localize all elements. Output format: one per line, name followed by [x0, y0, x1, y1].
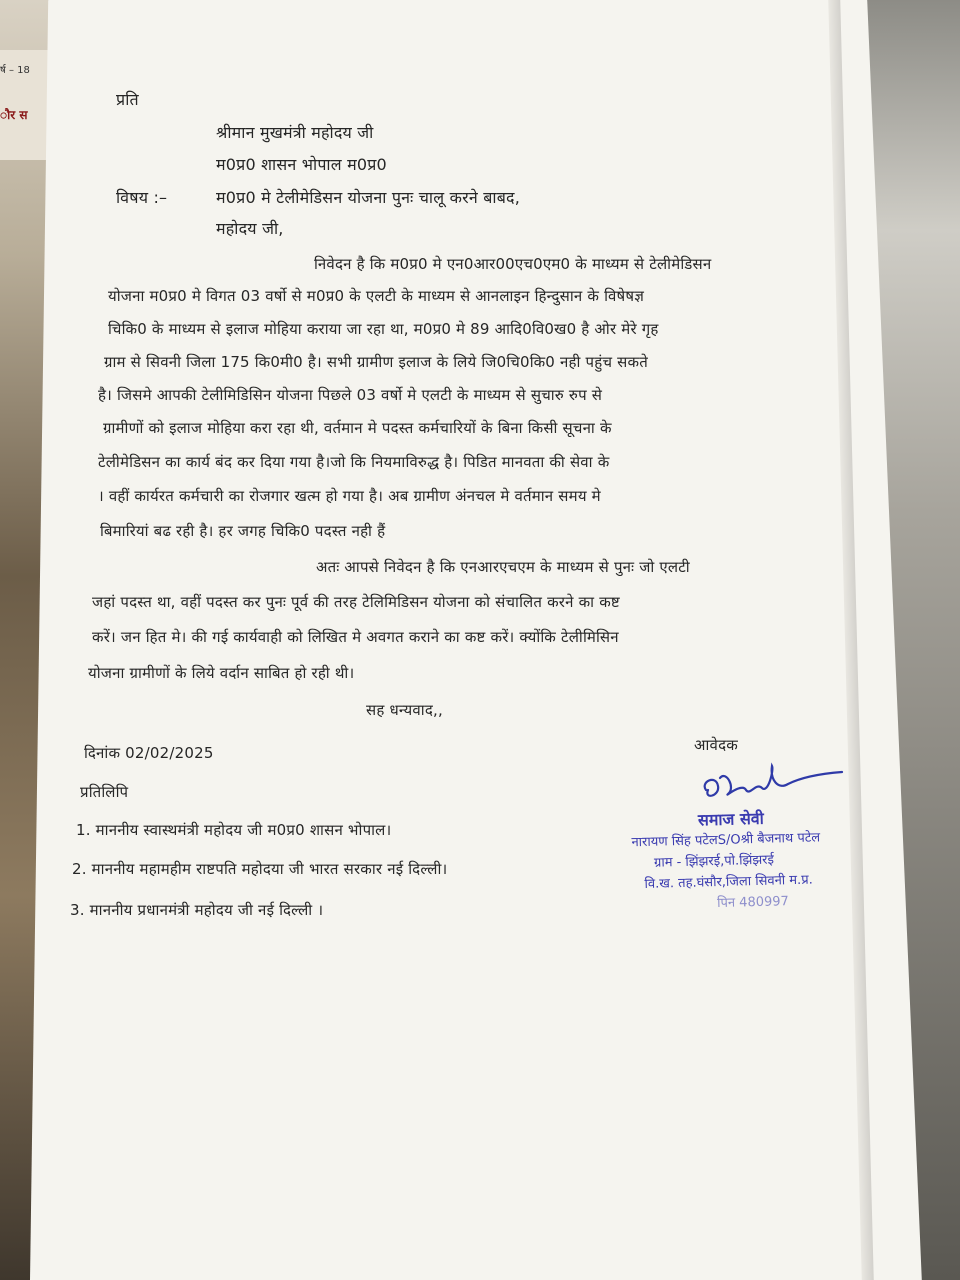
clipping-text-top: र्ष – 18: [0, 65, 30, 76]
copy-item-3: 3. माननीय प्रधानमंत्री महोदय जी नई दिल्ली ।: [70, 901, 324, 919]
body-line-1: निवेदन है कि म0प्र0 मे एन0आर00एच0एम0 के माध्यम से टेलीमेडिसन: [314, 255, 712, 273]
salutation: महोदय जी,: [216, 219, 284, 238]
closing: सह धन्यवाद,,: [366, 701, 443, 719]
to-label: प्रति: [116, 90, 139, 109]
stamp-line-1: नारायण सिंह पटेलS/Oश्री बैजनाथ पटेल: [631, 830, 821, 851]
body-line-4: ग्राम से सिवनी जिला 175 कि0मी0 है। सभी ग्रामीण इलाज के लिये जि0चि0कि0 नही पहुंच सकते: [104, 353, 648, 371]
date: दिनांक 02/02/2025: [84, 744, 214, 762]
subject-label: विषय :–: [116, 188, 168, 207]
stamp-line-4: पिन 480997: [716, 894, 790, 912]
body-line-12: करें। जन हित मे। की गई कार्यवाही को लिखित मे अवगत कराने का कष्ट करें। क्योंकि टेलीमिसिन: [92, 628, 619, 646]
body-line-3: चिकि0 के माध्यम से इलाज मोहिया कराया जा रहा था, म0प्र0 मे 89 आदि0वि0ख0 है ओर मेरे गृह: [108, 320, 659, 338]
body-line-6: ग्रामीणों को इलाज मोहिया करा रहा थी, वर्तमान मे पदस्त कर्मचारियों के बिना किसी सूचना के: [103, 419, 612, 437]
body-line-11: जहां पदस्त था, वहीं पदस्त कर पुनः पूर्व की तरह टेलिमिडिसन योजना को संचालित करने का कष्ट: [92, 593, 620, 611]
copy-label: प्रतिलिपि: [80, 783, 129, 801]
body-line-5: है। जिसमे आपकी टेलीमिडिसिन योजना पिछले 03 वर्षो मे एलटी के माध्यम से सुचारु रुप से: [98, 386, 603, 404]
addressee-line-1: श्रीमान मुखमंत्री महोदय जी: [216, 123, 374, 142]
subject-text: म0प्र0 मे टेलीमेडिसन योजना पुनः चालू करने बाबद,: [216, 188, 521, 207]
stamp-title: समाज सेवी: [697, 808, 765, 830]
body-line-10: अतः आपसे निवेदन है कि एनआरएचएम के माध्यम से पुनः जो एलटी: [316, 558, 690, 576]
applicant-label: आवेदक: [694, 736, 738, 754]
body-line-2: योजना म0प्र0 मे विगत 03 वर्षो से म0प्र0 के एलटी के माध्यम से आनलाइन हिन्दुसान के विषेषज्ञ: [108, 287, 645, 305]
seal-stamp: [631, 805, 884, 917]
body-line-9: बिमारियां बढ रही है। हर जगह चिकि0 पदस्त नही हैं: [100, 522, 386, 540]
stamp-line-3: वि.ख. तह.घंसौर,जिला सिवनी म.प्र.: [644, 872, 813, 892]
copy-item-2: 2. माननीय महामहीम राष्टपति महोदया जी भारत सरकार नई दिल्ली।: [72, 860, 448, 878]
body-line-7: टेलीमेडिसन का कार्य बंद कर दिया गया है।जो कि नियमाविरुद्ध है। पिडित मानवता की सेवा के: [98, 453, 610, 471]
body-line-13: योजना ग्रामीणों के लिये वर्दान साबित हो रही थी।: [88, 664, 355, 682]
addressee-line-2: म0प्र0 शासन भोपाल म0प्र0: [216, 155, 387, 174]
stamp-line-2: ग्राम - झिंझरई,पो.झिंझरई: [653, 852, 775, 871]
body-line-8: । वहीं कार्यरत कर्मचारी का रोजगार खत्म हो गया है। अब ग्रामीण अंनचल मे वर्तमान समय मे: [98, 487, 601, 505]
copy-item-1: 1. माननीय स्वास्थमंत्री महोदय जी म0प्र0 शासन भोपाल।: [76, 821, 392, 839]
clipping-text-bottom: ौर स: [0, 108, 28, 122]
